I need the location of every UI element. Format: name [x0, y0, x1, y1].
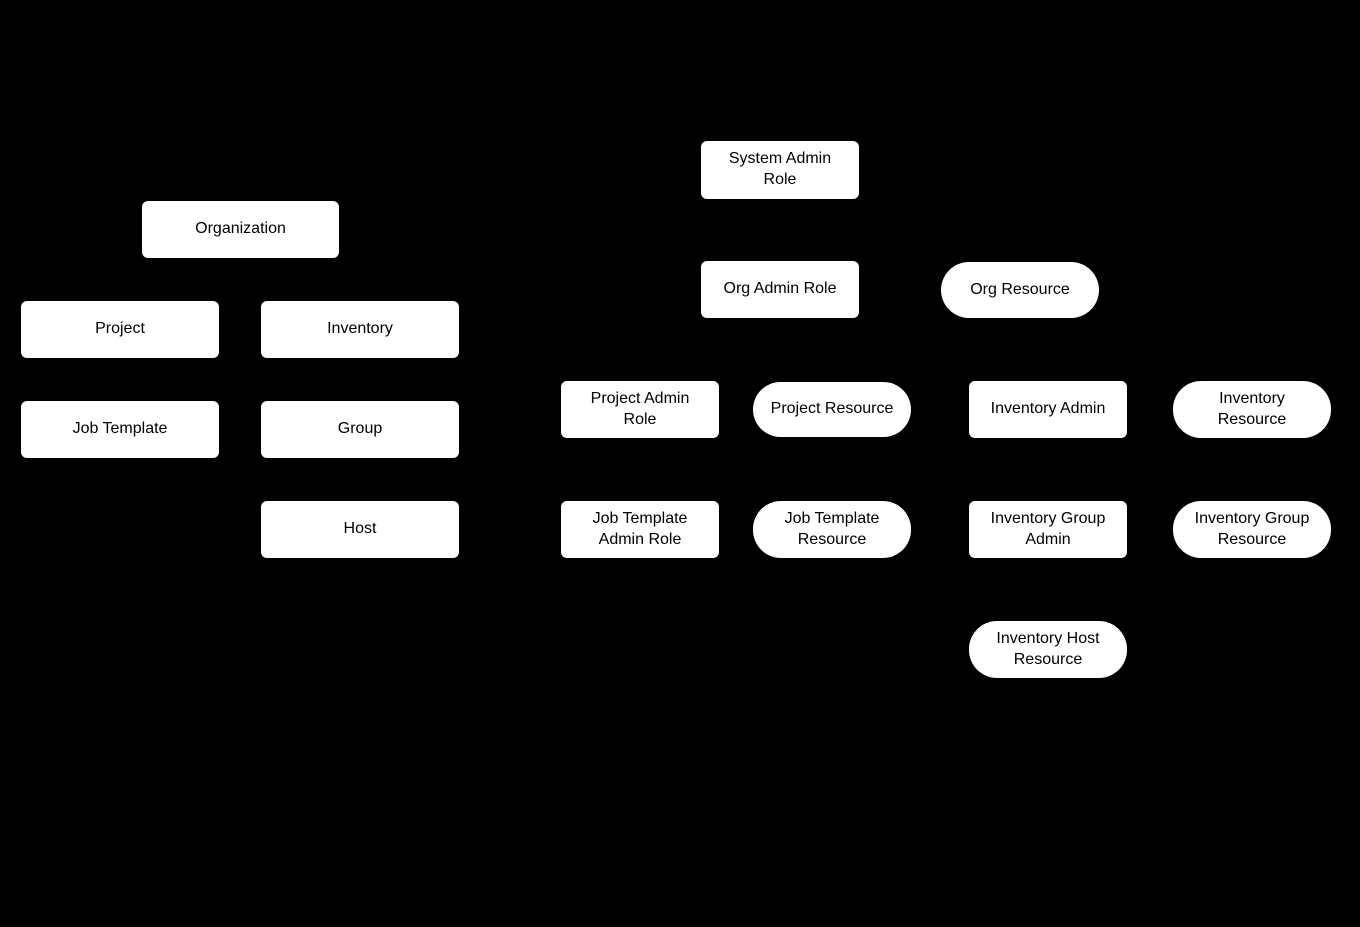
node-inventory-admin [969, 381, 1127, 438]
node-inventory-group-resource [1173, 501, 1331, 558]
node-project-resource-label: Project Resource [770, 400, 894, 418]
node-org-admin-role [701, 261, 859, 318]
node-inventory-group-admin-label: Inventory Group Admin [990, 509, 1106, 548]
node-job-template [21, 401, 219, 458]
node-project-label: Project [95, 320, 145, 338]
node-job-template-admin-role [561, 501, 719, 558]
node-inventory-group-admin [969, 501, 1127, 558]
node-project [21, 301, 219, 358]
node-host [261, 501, 459, 558]
node-group-label: Group [337, 420, 383, 438]
node-project-resource [753, 382, 911, 437]
node-inventory-label: Inventory [327, 320, 393, 338]
node-host-label: Host [343, 520, 377, 538]
node-organization-label: Organization [195, 220, 286, 238]
node-org-admin-role-label: Org Admin Role [723, 280, 837, 298]
node-system-admin-role-label: System Admin Role [728, 150, 832, 188]
node-job-template-resource [753, 501, 911, 558]
node-inventory-resource-label: Inventory Resource [1217, 389, 1287, 428]
node-inventory-group-resource-label: Inventory Group Resource [1194, 509, 1310, 548]
node-project-admin-role-label: Project Admin Role [590, 389, 690, 428]
node-inventory-admin-label: Inventory Admin [990, 400, 1106, 418]
node-organization [142, 201, 339, 258]
node-org-resource-label: Org Resource [970, 280, 1070, 298]
node-inventory-host-resource-label: Inventory Host Resource [996, 629, 1100, 668]
node-job-template-resource-label: Job Template Resource [784, 509, 880, 548]
node-system-admin-role [701, 141, 859, 199]
node-inventory-host-resource [969, 621, 1127, 678]
node-job-template-label: Job Template [72, 420, 168, 438]
node-project-admin-role [561, 381, 719, 438]
node-org-resource [941, 262, 1099, 318]
node-group [261, 401, 459, 458]
node-job-template-admin-role-label: Job Template Admin Role [592, 509, 688, 548]
node-inventory [261, 301, 459, 358]
node-inventory-resource [1173, 381, 1331, 438]
